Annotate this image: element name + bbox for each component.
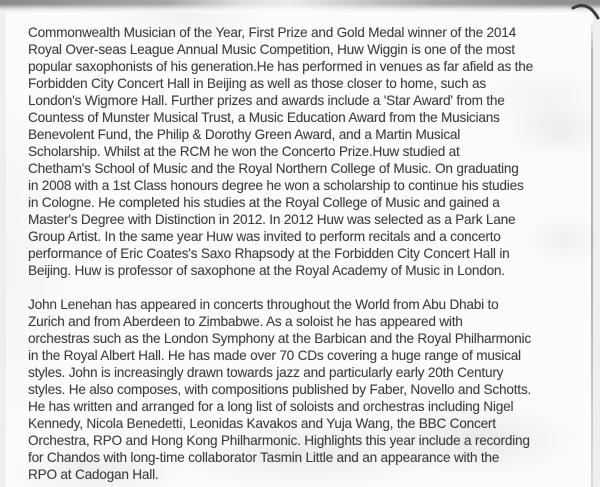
text-line: performance of Eric Coates's Saxo Rhapsody at the Forbidden City Concert Hall in bbox=[28, 246, 510, 261]
text-line: popular saxophonists of his generation.He has performed in venues as far afield as the bbox=[28, 59, 533, 74]
scanner-edge-shadow bbox=[0, 0, 600, 13]
text-line: Royal Over-seas League Annual Music Competition, Huw Wiggin is one of the most bbox=[28, 42, 515, 57]
text-line: John Lenehan has appeared in concerts throughout the World from Abu Dhabi to bbox=[28, 297, 499, 312]
paragraph-john-lenehan-bio bbox=[28, 296, 574, 483]
text-line: London's Wigmore Hall. Further prizes and awards include a 'Star Award' from the bbox=[28, 93, 505, 108]
text-line: in the Royal Albert Hall. He has made over 70 CDs covering a huge range of musical bbox=[28, 348, 521, 363]
text-line: Zurich and from Aberdeen to Zimbabwe. As a soloist he has appeared with bbox=[28, 314, 463, 329]
text-block bbox=[28, 24, 574, 483]
text-line: styles. John is increasingly drawn towards jazz and particularly early 20th Century bbox=[28, 365, 504, 380]
text-line: Benevolent Fund, the Philip & Dorothy Green Award, and a Martin Musical bbox=[28, 127, 461, 142]
text-line: Beijing. Huw is professor of saxophone at the Royal Academy of Music in London. bbox=[28, 263, 505, 278]
text-line: RPO at Cadogan Hall. bbox=[28, 467, 159, 482]
text-line: styles. He also composes, with compositions published by Faber, Novello and Schotts. bbox=[28, 382, 532, 397]
page-corner-curl-icon bbox=[568, 0, 600, 22]
text-line: in Cologne. He completed his studies at the Royal College of Music and gained a bbox=[28, 195, 500, 210]
text-line: Orchestra, RPO and Hong Kong Philharmonic. Highlights this year include a recording bbox=[28, 433, 530, 448]
text-line: Forbidden City Concert Hall in Beijing as well as those closer to home, such as bbox=[28, 76, 486, 91]
text-line: Master's Degree with Distinction in 2012. In 2012 Huw was selected as a Park Lane bbox=[28, 212, 516, 227]
text-line: Chetham's School of Music and the Royal Northern College of Music. On graduating bbox=[28, 161, 519, 176]
text-line: Scholarship. Whilst at the RCM he won the Concerto Prize.Huw studied at bbox=[28, 144, 460, 159]
text-line: He has written and arranged for a long list of soloists and orchestras including Nigel bbox=[28, 399, 514, 414]
text-line: Kennedy, Nicola Benedetti, Leonidas Kavakos and Yuja Wang, the BBC Concert bbox=[28, 416, 496, 431]
text-line: orchestras such as the London Symphony at the Barbican and the Royal Philharmonic bbox=[28, 331, 531, 346]
text-line: in 2008 with a 1st Class honours degree he won a scholarship to continue his studies bbox=[28, 178, 524, 193]
text-line: Commonwealth Musician of the Year, First Prize and Gold Medal winner of the 2014 bbox=[28, 25, 516, 40]
text-line: Countess of Munster Musical Trust, a Music Education Award from the Musicians bbox=[28, 110, 500, 125]
text-line: for Chandos with long-time collaborator Tasmin Little and an appearance with the bbox=[28, 450, 500, 465]
text-line: Group Artist. In the same year Huw was invited to perform recitals and a concerto bbox=[28, 229, 501, 244]
page-right-edge bbox=[591, 18, 593, 487]
paragraph-huw-wiggin-bio bbox=[28, 24, 574, 279]
